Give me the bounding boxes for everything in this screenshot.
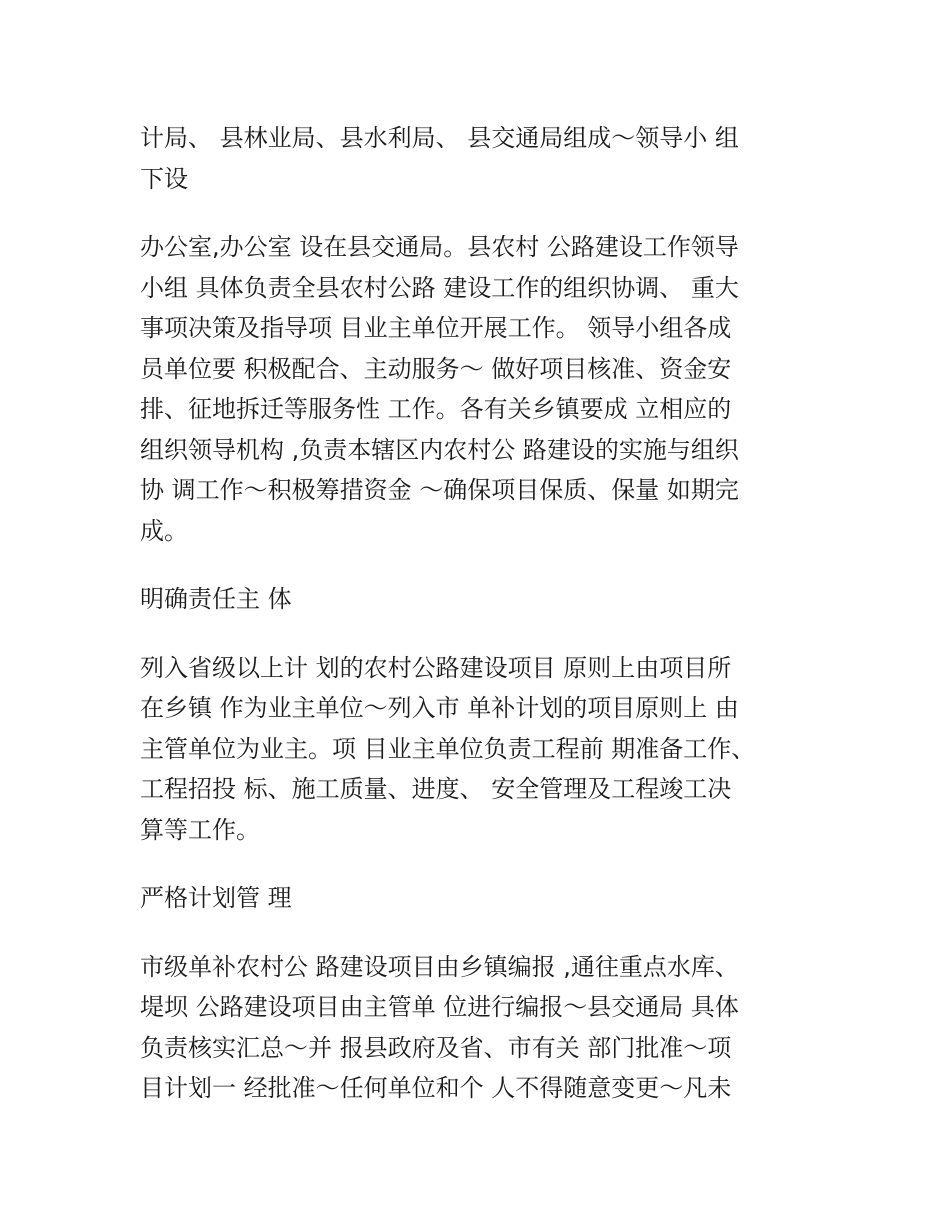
text-line: 市级单补农村公 路建设项目由乡镇编报 ,通往重点水库、 [140,952,739,981]
text-line: 小组 具体负责全县农村公路 建设工作的组织协调、 重大 [140,273,739,302]
text-line: 协 调工作～积极筹措资金 ～确保项目保质、保量 如期完 [140,476,739,504]
text-line: 员单位要 积极配合、主动服务～ 做好项目核准、资金安 [140,354,732,383]
text-line: 成。 [140,516,188,545]
text-line: 工程招投 标、施工质量、进度、 安全管理及工程竣工决 [140,775,732,803]
text-line: 列入省级以上计 划的农村公路建设项目 原则上由项目所 [140,653,732,682]
paragraph-responsibility [140,648,820,851]
text-line: 目计划一 经批准～任何单位和个 人不得随意变更～凡未 [140,1074,732,1102]
text-line: 计局、 县林业局、县水利局、 县交通局组成～领导小 组 [140,124,739,152]
text-line: 主管单位为业主。项 目业主单位负责工程前 期准备工作、 [140,734,756,763]
document-page [140,118,820,1137]
text-line: 组织领导机构 ,负责本辖区内农村公 路建设的实施与组织 [140,435,739,464]
text-line: 排、征地拆迁等服务性 工作。各有关乡镇要成 立相应的 [140,395,732,423]
text-line: 在乡镇 作为业主单位～列入市 单补计划的项目原则上 由 [140,694,739,722]
text-line: 负责核实汇总～并 报县政府及省、市有关 部门批准～项 [140,1033,732,1062]
text-line: 办公室,办公室 设在县交通局。县农村 公路建设工作领导 [140,233,739,261]
text-line: 堤坝 公路建设项目由主管单 位进行编报～县交通局 具体 [140,993,739,1021]
section-heading: 严格计划管 理 [140,884,292,912]
paragraph-plan-management [140,947,820,1109]
text-line: 事项决策及指导项 目业主单位开展工作。 领导小组各成 [140,314,732,342]
paragraph-office [140,227,820,551]
text-line: 算等工作。 [140,815,260,844]
text-line: 下设 [140,164,188,193]
paragraph-leading-group [140,118,820,199]
section-heading-responsibility [140,579,820,620]
section-heading-plan-management [140,878,820,919]
section-heading: 明确责任主 体 [140,585,292,613]
